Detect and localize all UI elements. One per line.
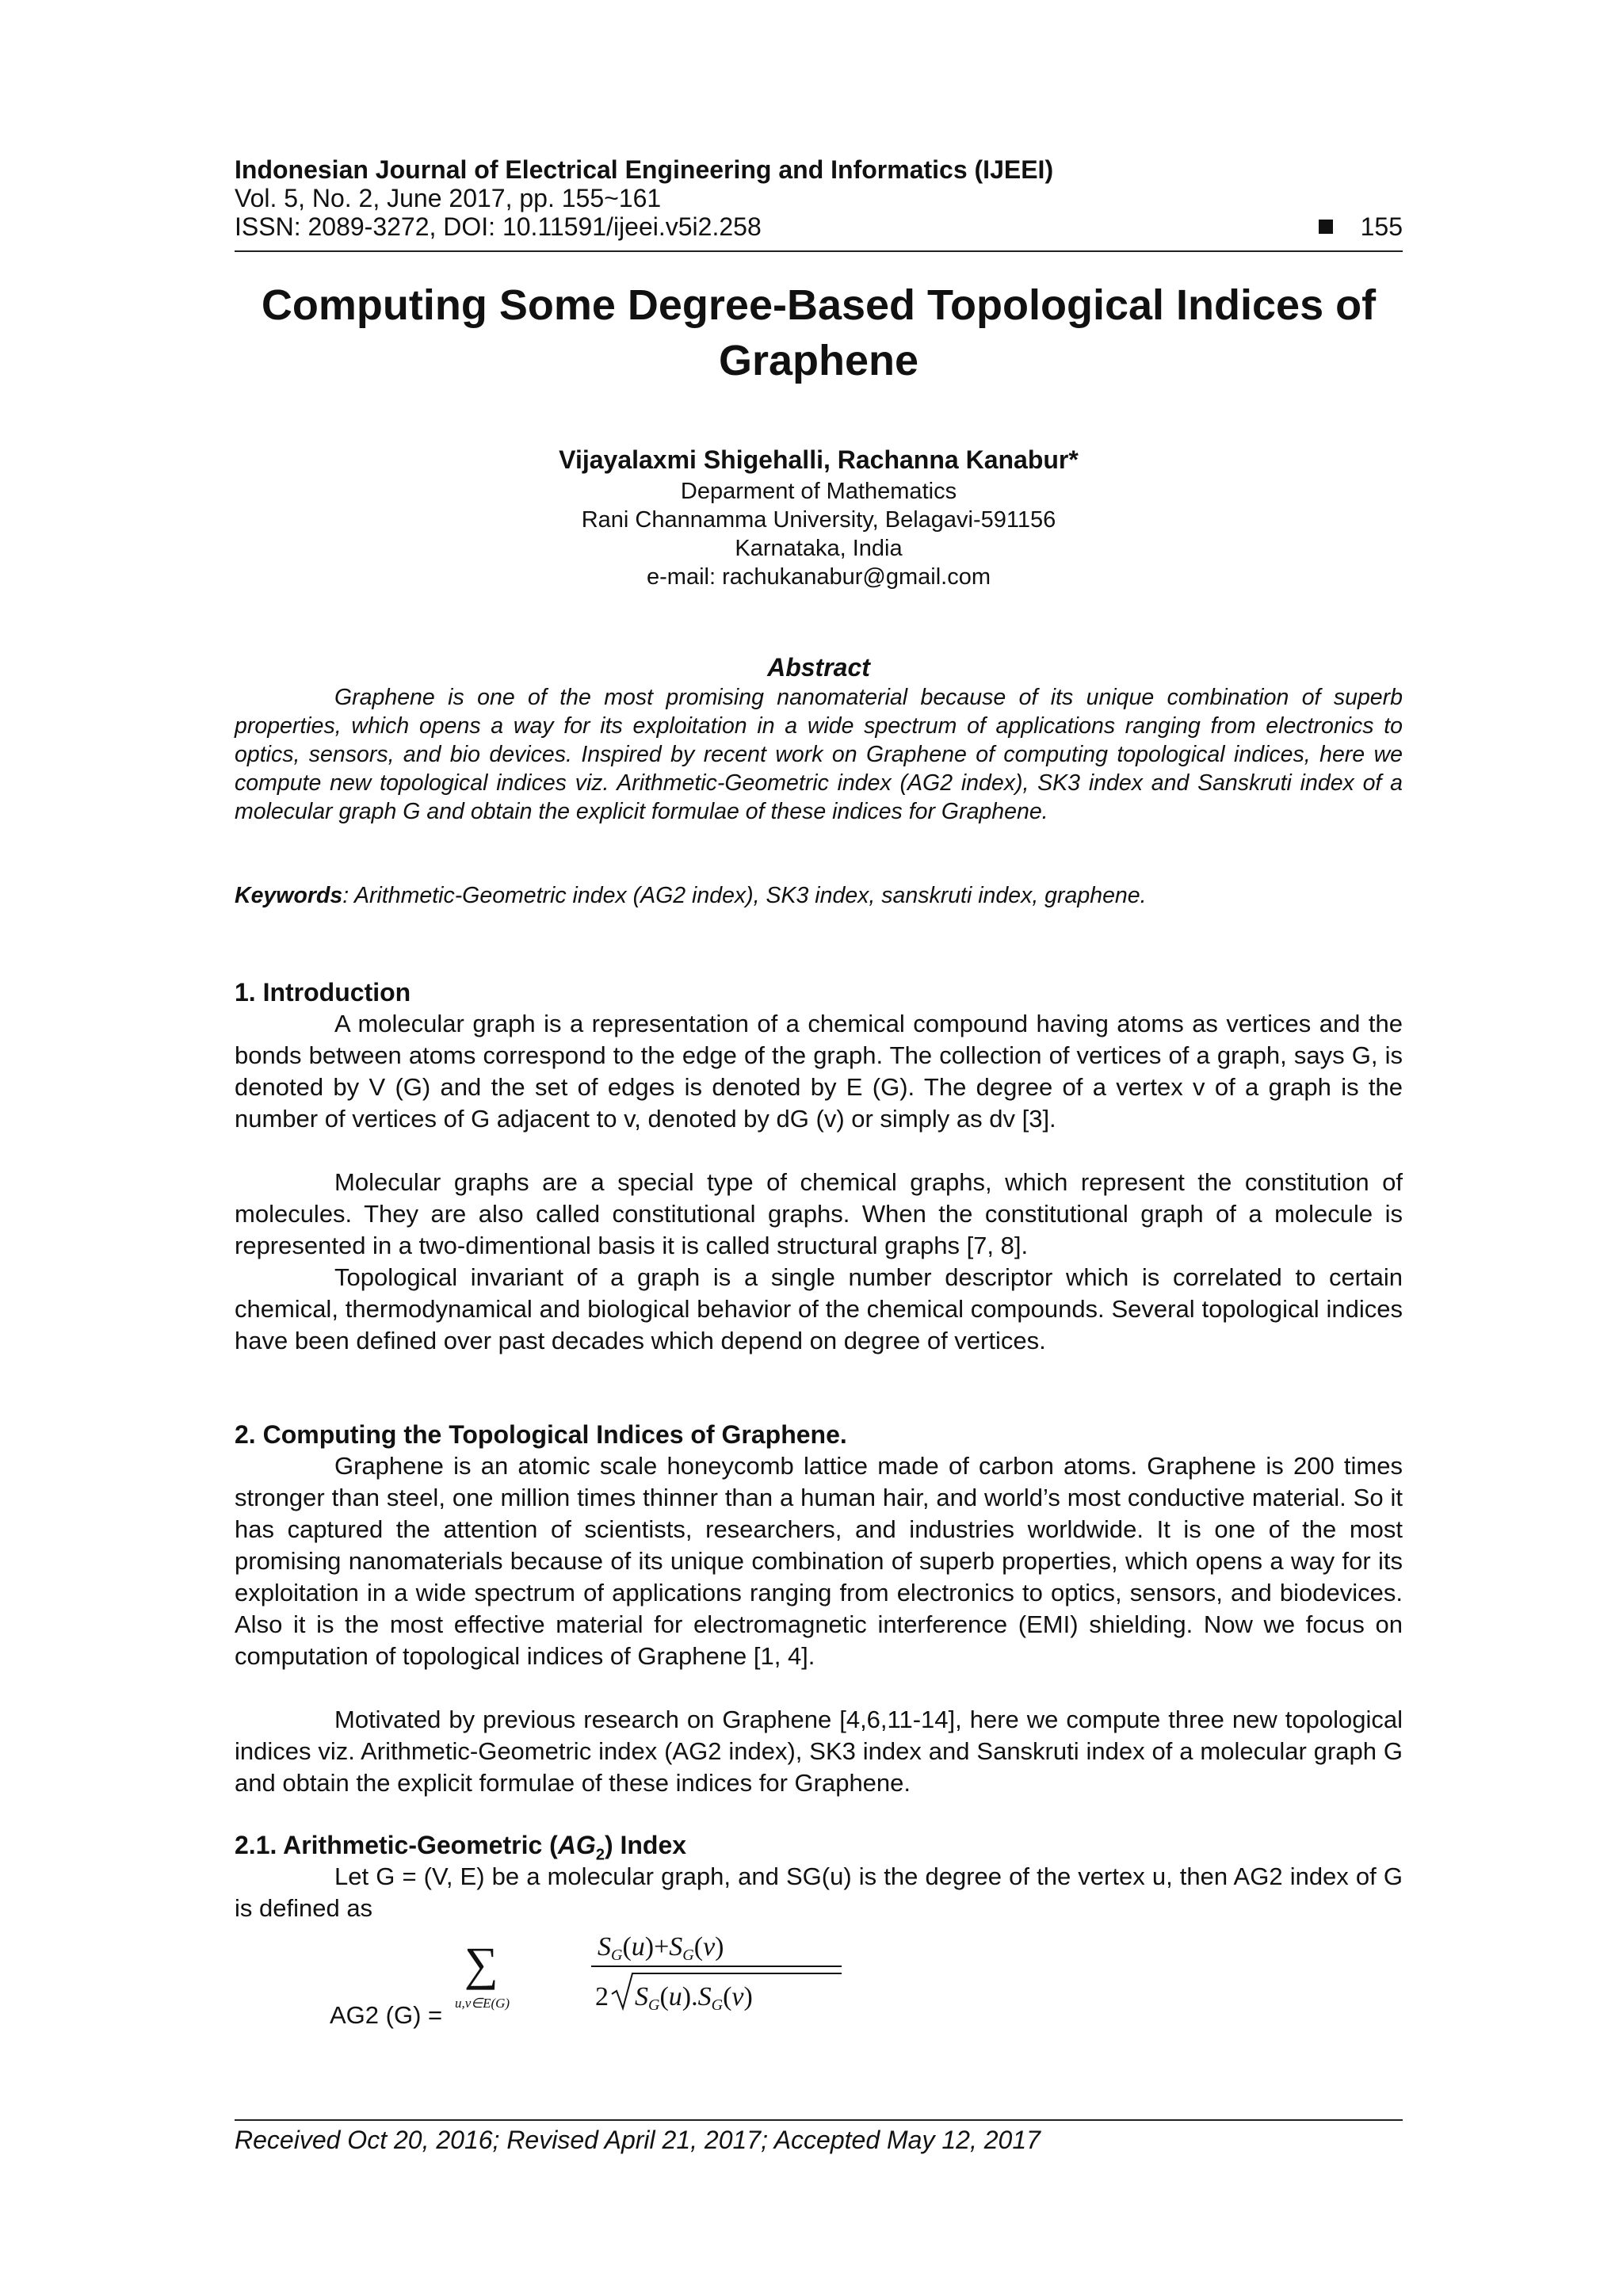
keywords-text: : Arithmetic-Geometric index (AG2 index), SK3 index, sanskruti index, graphene. [342, 883, 1147, 908]
paper-title [235, 277, 1403, 388]
journal-issn-doi [235, 212, 1403, 241]
formula-numerator-source: S_G(u)+S_G(v) [884, 2029, 890, 2030]
square-bullet-icon [1319, 220, 1333, 234]
sigma-symbol: ∑ [464, 1938, 498, 1990]
keywords [235, 881, 1403, 910]
section-2-paragraph-2: Motivated by previous research on Graphene [4,6,11-14], here we compute three new topological indices viz. Arithmetic-Geometric index (AG2 index), SK3 index and Sanskruti index of a molecular graph G and obtain the explicit formulae of these indices for Graphene. [235, 1706, 1403, 1797]
paper-page [235, 0, 1403, 2296]
header-divider [235, 250, 1403, 252]
section-1-heading: 1. Introduction [235, 978, 411, 1007]
author-department: Deparment of Mathematics [680, 479, 957, 504]
journal-name: Indonesian Journal of Electrical Engineering and Informatics (IJEEI) [235, 155, 1054, 184]
subsection-heading-suffix: ) Index [604, 1831, 687, 1859]
formula-sum-index: u,v∈E(G) [455, 1996, 510, 2011]
section-1-paragraph-1: A molecular graph is a representation of a chemical compound having atoms as vertices and the bonds between atoms correspond to the edge of the graph. The collection of vertices of a graph, says G, is denoted by V (G) and the set of edges is denoted by E (G). The degree of a vertex v of a graph is the number of vertices of G adjacent to v, denoted by dG (v) or simply as dv [3]. [235, 1010, 1403, 1133]
formula-denominator: SG(u).SG(v) [635, 1982, 753, 2014]
subsection-heading-symbol: AG [557, 1831, 596, 1859]
title-line-1: Computing Some Degree-Based Topological Indices of [261, 281, 1377, 329]
subsection-heading-sub: 2 [595, 1846, 605, 1864]
keywords-label: Keywords [235, 883, 343, 908]
formula-numerator: SG(u)+SG(v) [598, 1932, 724, 1964]
author-names: Vijayalaxmi Shigehalli, Rachanna Kanabur* [559, 445, 1079, 474]
formula-denominator-two: 2 [595, 1982, 609, 2011]
section-2-heading: 2. Computing the Topological Indices of Graphene. [235, 1420, 847, 1449]
section-2-paragraph-1: Graphene is an atomic scale honeycomb lattice made of carbon atoms. Graphene is 200 times stronger than steel, one million times thinner than a human hair, and world’s most conductive material. So it has captured the attention of scientists, researchers, and industries worldwide. It is one of the most promising nanomaterials because of its unique combination of superb properties, which opens a way for its exploitation in a wide spectrum of applications ranging from electronics to optics, sensors, and biodevices. Also it is the most effective material for electromagnetic interference (EMI) shielding. Now we focus on computation of topological indices of Graphene [1, 4]. [235, 1452, 1403, 1670]
received-dates: Received Oct 20, 2016; Revised April 21, 2017; Accepted May 12, 2017 [235, 2126, 1041, 2154]
author-location: Karnataka, India [735, 536, 903, 561]
ag2-formula [330, 1926, 1043, 2037]
title-line-2: Graphene [718, 337, 919, 384]
author-email: e-mail: rachukanabur@gmail.com [647, 564, 991, 590]
formula-denominator-source: 2√(S_G(u).S_G(v)) [900, 2029, 907, 2030]
abstract-body: Graphene is one of the most promising nanomaterial because of its unique combination of superb properties, which opens a way for its exploitation in a wide spectrum of applications ranging from electronics to optics, sensors, and bio devices. Inspired by recent work on Graphene of computing topological indices, here we compute new topological indices viz. Arithmetic-Geometric index (AG2 index), SK3 index and Sanskruti index of a molecular graph G and obtain the explicit formulae of these indices for Graphene. [235, 685, 1403, 824]
formula-lhs: AG2 (G) = [330, 2001, 443, 2029]
section-1-paragraph-2: Molecular graphs are a special type of chemical graphs, which represent the constitution of molecules. They are also called constitutional graphs. When the constitutional graph of a molecule is represented in a two-dimentional basis it is called structural graphs [7, 8]. [235, 1168, 1403, 1259]
abstract-heading: Abstract [767, 653, 870, 682]
page-number: 155 [1360, 212, 1403, 241]
journal-volume: Vol. 5, No. 2, June 2017, pp. 155~161 [235, 184, 662, 212]
footer-divider [235, 2119, 1403, 2121]
issn-doi-text: ISSN: 2089-3272, DOI: 10.11591/ijeei.v5i2.258 [235, 212, 762, 241]
author-university: Rani Channamma University, Belagavi-591156 [581, 507, 1056, 533]
subsection-2-1-text: Let G = (V, E) be a molecular graph, and SG(u) is the degree of the vertex u, then AG2 index of G is defined as [235, 1862, 1403, 1922]
section-1-paragraph-3: Topological invariant of a graph is a single number descriptor which is correlated to certain chemical, thermodynamical and biological behavior of the chemical compounds. Several topological indices have been defined over past decades which depend on degree of vertices. [235, 1263, 1403, 1354]
subsection-heading-prefix: 2.1. Arithmetic-Geometric ( [235, 1831, 558, 1859]
